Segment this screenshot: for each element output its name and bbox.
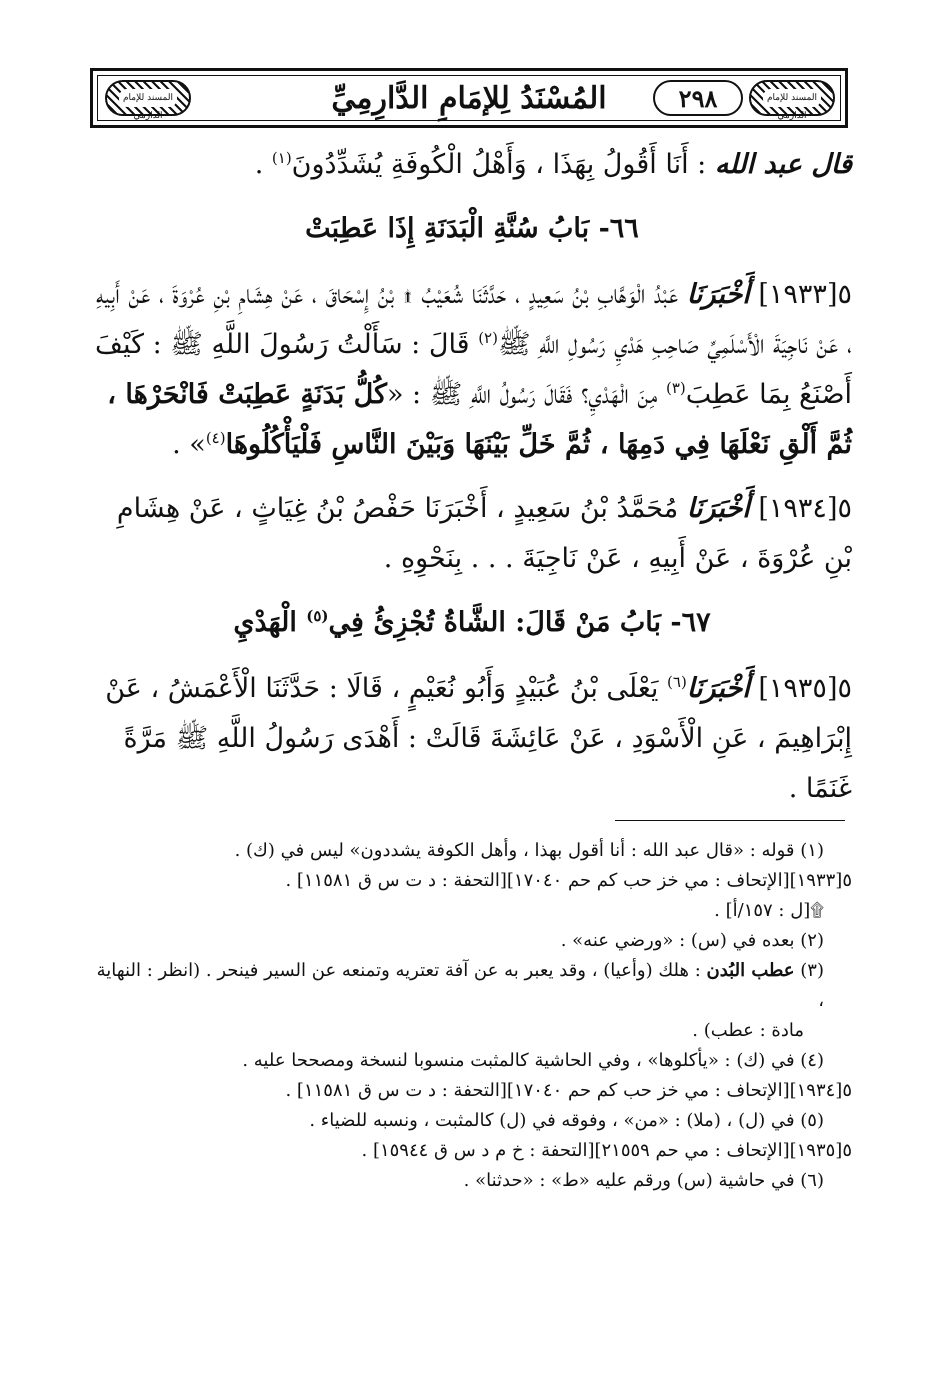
speaker-label: قال عبد الله [714, 149, 852, 180]
footnote-4: (٤) في (ك) : «يأكلوها» ، وفي الحاشية كالمثبت منسوبا لنسخة ومصححا عليه . [242, 1050, 824, 1071]
main-text [92, 140, 852, 814]
folio-marker: ۩[ل : ١٥٧/أ] . [714, 900, 824, 921]
hadith-1935: ٥[١٩٣٥] أَخْبَرَنَا$^{(٦)}$ يَعْلَى بْنُ عُبَيْدٍ وَأَبُو نُعَيْمٍ ، قَالَا : حَدَّثَنَا الْأَعْمَشُ ، عَنْ إِبْرَاهِيمَ ، عَنِ الْأَسْوَدِ ، عَنْ عَائِشَةَ قَالَتْ : أَهْدَى رَسُولُ اللَّهِ ﷺ مَرَّةً غَنَمًا . [105, 673, 852, 804]
footnote-ref: (٦) [667, 673, 687, 691]
page-header [90, 68, 848, 128]
book-title: المُسْنَدُ لِلإمَامِ الدَّارِمِيِّ [331, 80, 607, 116]
ithaf-ref-1933: ٥[١٩٣٣][الإتحاف : مي خز حب كم حم ١٧٠٤٠][التحفة : د ت س ق ١١٥٨١] . [285, 870, 852, 891]
chapter-heading-66: ٦٦- بَابُ سُنَّةِ الْبَدَنَةِ إِذَا عَطِبَتْ [305, 213, 639, 244]
header-ornament-left: المسند للإمام الدارمي [105, 80, 191, 116]
footnotes [92, 836, 852, 1196]
hadith-1933: ٥[١٩٣٣] أَخْبَرَنَا عَبْدُ الْوَهَّابِ بْنُ سَعِيدٍ ، حَدَّثَنَا شُعَيْبُ ۩ بْنُ إِسْحَاقَ ، عَنْ هِشَامِ بْنِ عُرْوَةَ ، عَنْ أَبِيهِ ، عَنْ نَاجِيَةَ الْأَسْلَمِيِّ صَاحِبِ هَدْيِ رَسُولِ اللَّهِ ﷺ$^{(٢)}$ قَالَ : سَأَلْتُ رَسُولَ اللَّهِ ﷺ : كَيْفَ أَصْنَعُ بِمَا عَطِبَ$^{(٣)}$ مِنَ الْهَدْيِ؟ فَقَالَ رَسُولُ اللَّهِ ﷺ : «كُلُّ بَدَنَةٍ عَطِبَتْ فَانْحَرْهَا ، ثُمَّ أَلْقِ نَعْلَهَا فِي دَمِهَا ، ثُمَّ خَلِّ بَيْنَهَا وَبَيْنَ النَّاسِ فَلْيَأْكُلُوهَا$^{(٤)}$» . [95, 279, 852, 460]
footnote-3-continued: مادة : عطب) . [692, 1020, 804, 1041]
footnote-2: (٢) بعده في (س) : «ورضي عنه» . [560, 930, 824, 951]
hadith-matn: كُلُّ بَدَنَةٍ عَطِبَتْ فَانْحَرْهَا ، ثُمَّ أَلْقِ نَعْلَهَا فِي دَمِهَا ، ثُمَّ خَلِّ بَيْنَهَا وَبَيْنَ النَّاسِ فَلْيَأْكُلُوهَا [107, 379, 852, 460]
hadith-1934: ٥[١٩٣٤] أَخْبَرَنَا مُحَمَّدُ بْنُ سَعِيدٍ ، أَخْبَرَنَا حَفْصُ بْنُ غِيَاثٍ ، عَنْ هِشَامِ بْنِ عُرْوَةَ ، عَنْ أَبِيهِ ، عَنْ نَاجِيَةَ . . . بِنَحْوِهِ . [116, 493, 852, 574]
footnote-separator [615, 820, 845, 821]
footnote-5: (٥) في (ل) ، (ملا) : «من» ، وفوقه في (ل) كالمثبت ، ونسبه للضياء . [309, 1110, 824, 1131]
hadith-number: ٥[١٩٣٤] [758, 493, 852, 524]
footnote-ref: (٥) [306, 607, 329, 625]
footnote-3: (٣) عطب البُدن : هلك (وأعيا) ، وقد يعبر به عن آفة تعتريه وتمنعه عن السير فينحر . (انظر : النهاية ، [96, 960, 824, 1011]
ithaf-ref-1935: ٥[١٩٣٥][الإتحاف : مي حم ٢١٥٥٩][التحفة : خ م د س ق ١٥٩٤٤] . [361, 1140, 852, 1161]
hadith-number: ٥[١٩٣٥] [758, 673, 852, 704]
footnote-ref: (١) [271, 149, 292, 167]
footnote-1: (١) قوله : «قال عبد الله : أنا أقول بهذا ، وأهل الكوفة يشددون» ليس في (ك) . [234, 840, 824, 861]
chapter-heading-67: ٦٧- بَابُ مَنْ قَالَ: الشَّاةُ تُجْزِئُ فِي$^{(٥)}$ الْهَدْيِ [233, 607, 711, 638]
intro-paragraph: قال عبد الله : أَنَا أَقُولُ بِهَذَا ، وَأَهْلُ الْكُوفَةِ يُشَدِّدُونَ$^{(١)}$ . [254, 149, 852, 180]
hadith-number: ٥[١٩٣٣] [758, 279, 852, 310]
footnote-ref: (٤) [205, 429, 226, 447]
footnote-ref: (٣) [665, 379, 686, 397]
footnote-ref: (٢) [478, 329, 498, 347]
ithaf-ref-1934: ٥[١٩٣٤][الإتحاف : مي خز حب كم حم ١٧٠٤٠][التحفة : د ت س ق ١١٥٨١] . [285, 1080, 852, 1101]
footnote-6: (٦) في حاشية (س) ورقم عليه «ط» : «حدثنا» . [463, 1170, 824, 1191]
header-ornament-right: المسند للإمام الدارمي [749, 80, 835, 116]
page-number: ٢٩٨ [653, 80, 743, 116]
defined-term: عطب البُدن [706, 960, 795, 981]
